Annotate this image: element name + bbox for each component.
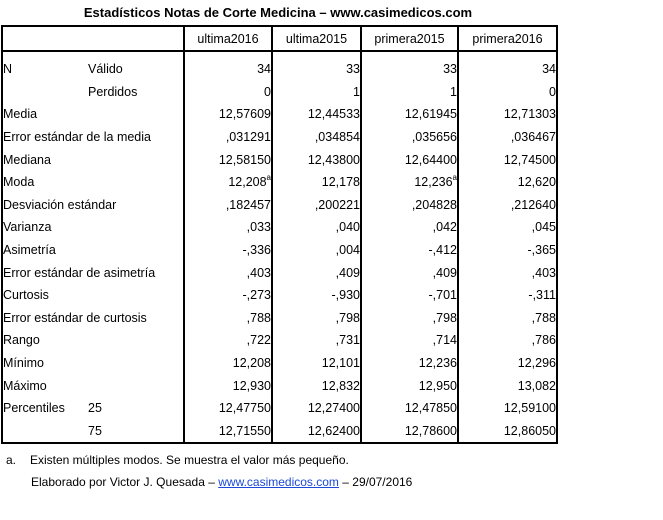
row-sublabel (88, 329, 184, 352)
credit-suffix: – 29/07/2016 (338, 475, 413, 489)
value-cell (458, 148, 557, 171)
row-sublabel (88, 284, 184, 307)
value-cell (361, 103, 458, 126)
value-text: 12,57609 (218, 107, 271, 122)
value-cell (272, 261, 361, 284)
value-cell (458, 216, 557, 239)
value-cell (184, 329, 272, 352)
value-cell (272, 103, 361, 126)
table-row (2, 352, 557, 375)
casimedicos-link[interactable]: www.casimedicos.com (218, 475, 339, 489)
footnote-mark: a. (6, 453, 17, 467)
value-cell (184, 194, 272, 217)
value-text: ,204828 (411, 197, 457, 212)
value-cell (184, 171, 272, 194)
value-text: ,182457 (225, 197, 271, 212)
value-cell (458, 374, 557, 397)
value-cell (458, 420, 557, 444)
value-cell (184, 148, 272, 171)
value-text: 12,101 (321, 356, 360, 371)
table-row (2, 51, 557, 81)
value-text: 12,27400 (307, 401, 360, 416)
value-cell (361, 216, 458, 239)
row-label: Mínimo (2, 352, 88, 375)
row-label: N (2, 51, 88, 81)
column-header: primera2016 (458, 26, 557, 51)
value-text: 12,61945 (404, 107, 457, 122)
value-text: ,031291 (225, 130, 271, 145)
row-sublabel (88, 216, 184, 239)
value-cell (361, 261, 458, 284)
value-text: 12,86050 (503, 423, 556, 438)
table-row (2, 126, 557, 149)
value-text: ,004 (335, 243, 360, 258)
column-header: ultima2015 (272, 26, 361, 51)
value-cell (272, 284, 361, 307)
value-cell (272, 374, 361, 397)
value-cell (458, 239, 557, 262)
table-row (2, 103, 557, 126)
row-sublabel: 25 (88, 397, 184, 420)
value-cell (272, 216, 361, 239)
table-row (2, 171, 557, 194)
table-row (2, 284, 557, 307)
value-text: 12,950 (418, 378, 457, 393)
value-text: 12,832 (321, 378, 360, 393)
value-cell (361, 194, 458, 217)
footnote-superscript: a (266, 173, 271, 183)
value-text: 12,78600 (404, 423, 457, 438)
value-text: 12,43800 (307, 152, 360, 167)
credit-line (31, 475, 412, 489)
value-text: ,788 (246, 310, 271, 325)
value-text: ,036467 (510, 130, 556, 145)
value-text: 12,62400 (307, 423, 360, 438)
row-sublabel (88, 148, 184, 171)
value-cell (361, 420, 458, 444)
value-text: 34 (257, 62, 271, 77)
value-text: ,403 (531, 265, 556, 280)
value-text: ,409 (432, 265, 457, 280)
value-cell (272, 194, 361, 217)
value-cell (458, 126, 557, 149)
table-row (2, 397, 557, 420)
row-sublabel (88, 171, 184, 194)
value-cell (272, 352, 361, 375)
value-text: -,311 (528, 288, 556, 303)
table-row (2, 329, 557, 352)
column-header: ultima2016 (184, 26, 272, 51)
value-text: 12,71303 (503, 107, 556, 122)
value-text: ,045 (531, 220, 556, 235)
value-text: ,403 (246, 265, 271, 280)
value-text: 12,71550 (218, 423, 271, 438)
value-cell (361, 81, 458, 104)
value-cell (184, 374, 272, 397)
row-label: Error estándar de asimetría (2, 261, 88, 284)
value-cell (272, 148, 361, 171)
value-cell (361, 374, 458, 397)
value-cell (184, 51, 272, 81)
footnote-superscript: a (452, 173, 457, 183)
row-sublabel (88, 103, 184, 126)
table-title: Estadísticos Notas de Corte Medicina – www.casimedicos.com (83, 5, 473, 20)
value-text: ,788 (531, 310, 556, 325)
value-text: ,212640 (510, 197, 556, 212)
value-cell (272, 81, 361, 104)
value-text: 33 (346, 62, 360, 77)
value-text: 1 (353, 84, 360, 99)
row-label: Desviación estándar (2, 194, 88, 217)
row-label: Error estándar de curtosis (2, 307, 88, 330)
value-text: ,040 (335, 220, 360, 235)
row-sublabel (88, 374, 184, 397)
row-sublabel: Perdidos (88, 81, 184, 104)
value-cell (184, 352, 272, 375)
value-cell (458, 194, 557, 217)
footnote (6, 453, 349, 467)
table-row (2, 194, 557, 217)
value-text: -,701 (428, 288, 457, 303)
value-cell (458, 103, 557, 126)
value-text: -,412 (428, 243, 457, 258)
value-text: 12,236 (414, 175, 453, 190)
footnote-text: Existen múltiples modos. Se muestra el valor más pequeño. (30, 453, 349, 467)
table-row (2, 307, 557, 330)
table-row (2, 81, 557, 104)
value-text: 12,58150 (218, 152, 271, 167)
value-text: 0 (549, 84, 556, 99)
value-text: ,409 (335, 265, 360, 280)
value-cell (184, 420, 272, 444)
value-cell (361, 148, 458, 171)
value-cell (184, 307, 272, 330)
value-cell (361, 352, 458, 375)
value-text: 13,082 (517, 378, 556, 393)
value-text: ,798 (335, 310, 360, 325)
value-cell (458, 307, 557, 330)
value-cell (458, 81, 557, 104)
value-cell (361, 284, 458, 307)
value-cell (361, 329, 458, 352)
statistics-table (1, 25, 558, 444)
value-text: 12,47750 (218, 401, 271, 416)
table-row (2, 420, 557, 444)
value-text: 12,236 (418, 356, 457, 371)
value-text: 12,620 (517, 175, 556, 190)
value-cell (272, 171, 361, 194)
value-text: 12,296 (517, 356, 556, 371)
value-cell (184, 284, 272, 307)
value-text: ,731 (335, 333, 360, 348)
value-cell (272, 239, 361, 262)
value-text: -,273 (242, 288, 271, 303)
row-label: Mediana (2, 148, 88, 171)
table-row (2, 148, 557, 171)
value-cell (458, 261, 557, 284)
row-label (2, 420, 88, 444)
value-text: ,035656 (411, 130, 457, 145)
row-label: Máximo (2, 374, 88, 397)
value-cell (458, 284, 557, 307)
value-cell (458, 171, 557, 194)
value-cell (272, 329, 361, 352)
value-text: 12,178 (321, 175, 360, 190)
value-text: 12,64400 (404, 152, 457, 167)
table-row (2, 261, 557, 284)
value-text: ,033 (246, 220, 271, 235)
table-row (2, 216, 557, 239)
row-label: Curtosis (2, 284, 88, 307)
column-header: primera2015 (361, 26, 458, 51)
table-row (2, 374, 557, 397)
row-label: Percentiles (2, 397, 88, 420)
value-cell (458, 51, 557, 81)
value-text: 12,59100 (503, 401, 556, 416)
value-text: -,930 (331, 288, 360, 303)
value-cell (361, 397, 458, 420)
value-text: 12,74500 (503, 152, 556, 167)
row-label: Asimetría (2, 239, 88, 262)
value-cell (361, 307, 458, 330)
value-cell (184, 397, 272, 420)
value-text: ,722 (246, 333, 271, 348)
value-text: 34 (542, 62, 556, 77)
value-cell (184, 216, 272, 239)
row-label: Moda (2, 171, 88, 194)
value-cell (184, 81, 272, 104)
value-text: 12,930 (232, 378, 271, 393)
value-cell (458, 397, 557, 420)
row-sublabel (88, 352, 184, 375)
value-cell (458, 329, 557, 352)
header-row (2, 26, 557, 51)
value-cell (272, 126, 361, 149)
value-text: -,336 (242, 243, 271, 258)
value-cell (272, 51, 361, 81)
table-row (2, 239, 557, 262)
value-cell (272, 420, 361, 444)
value-text: ,714 (432, 333, 457, 348)
value-text: 33 (443, 62, 457, 77)
row-sublabel: 75 (88, 420, 184, 444)
row-label: Media (2, 103, 88, 126)
row-label: Rango (2, 329, 88, 352)
row-label: Varianza (2, 216, 88, 239)
value-text: 12,44533 (307, 107, 360, 122)
value-text: 12,208 (228, 175, 267, 190)
value-cell (184, 261, 272, 284)
value-text: 12,47850 (404, 401, 457, 416)
value-cell (184, 239, 272, 262)
value-cell (361, 171, 458, 194)
row-sublabel: Válido (88, 51, 184, 81)
credit-prefix: Elaborado por Victor J. Quesada – (31, 475, 219, 489)
value-cell (184, 103, 272, 126)
value-text: ,042 (432, 220, 457, 235)
value-cell (272, 307, 361, 330)
row-label: Error estándar de la media (2, 126, 88, 149)
value-text: ,200221 (314, 197, 360, 212)
value-cell (458, 352, 557, 375)
row-label (2, 81, 88, 104)
value-text: ,786 (531, 333, 556, 348)
value-cell (184, 126, 272, 149)
value-text: 1 (450, 84, 457, 99)
value-text: -,365 (527, 243, 556, 258)
value-text: ,034854 (314, 130, 360, 145)
value-cell (272, 397, 361, 420)
value-text: 0 (264, 84, 271, 99)
value-text: ,798 (432, 310, 457, 325)
row-sublabel (88, 239, 184, 262)
header-blank-cell (2, 26, 184, 51)
value-cell (361, 51, 458, 81)
value-cell (361, 126, 458, 149)
value-cell (361, 239, 458, 262)
value-text: 12,208 (232, 356, 271, 371)
